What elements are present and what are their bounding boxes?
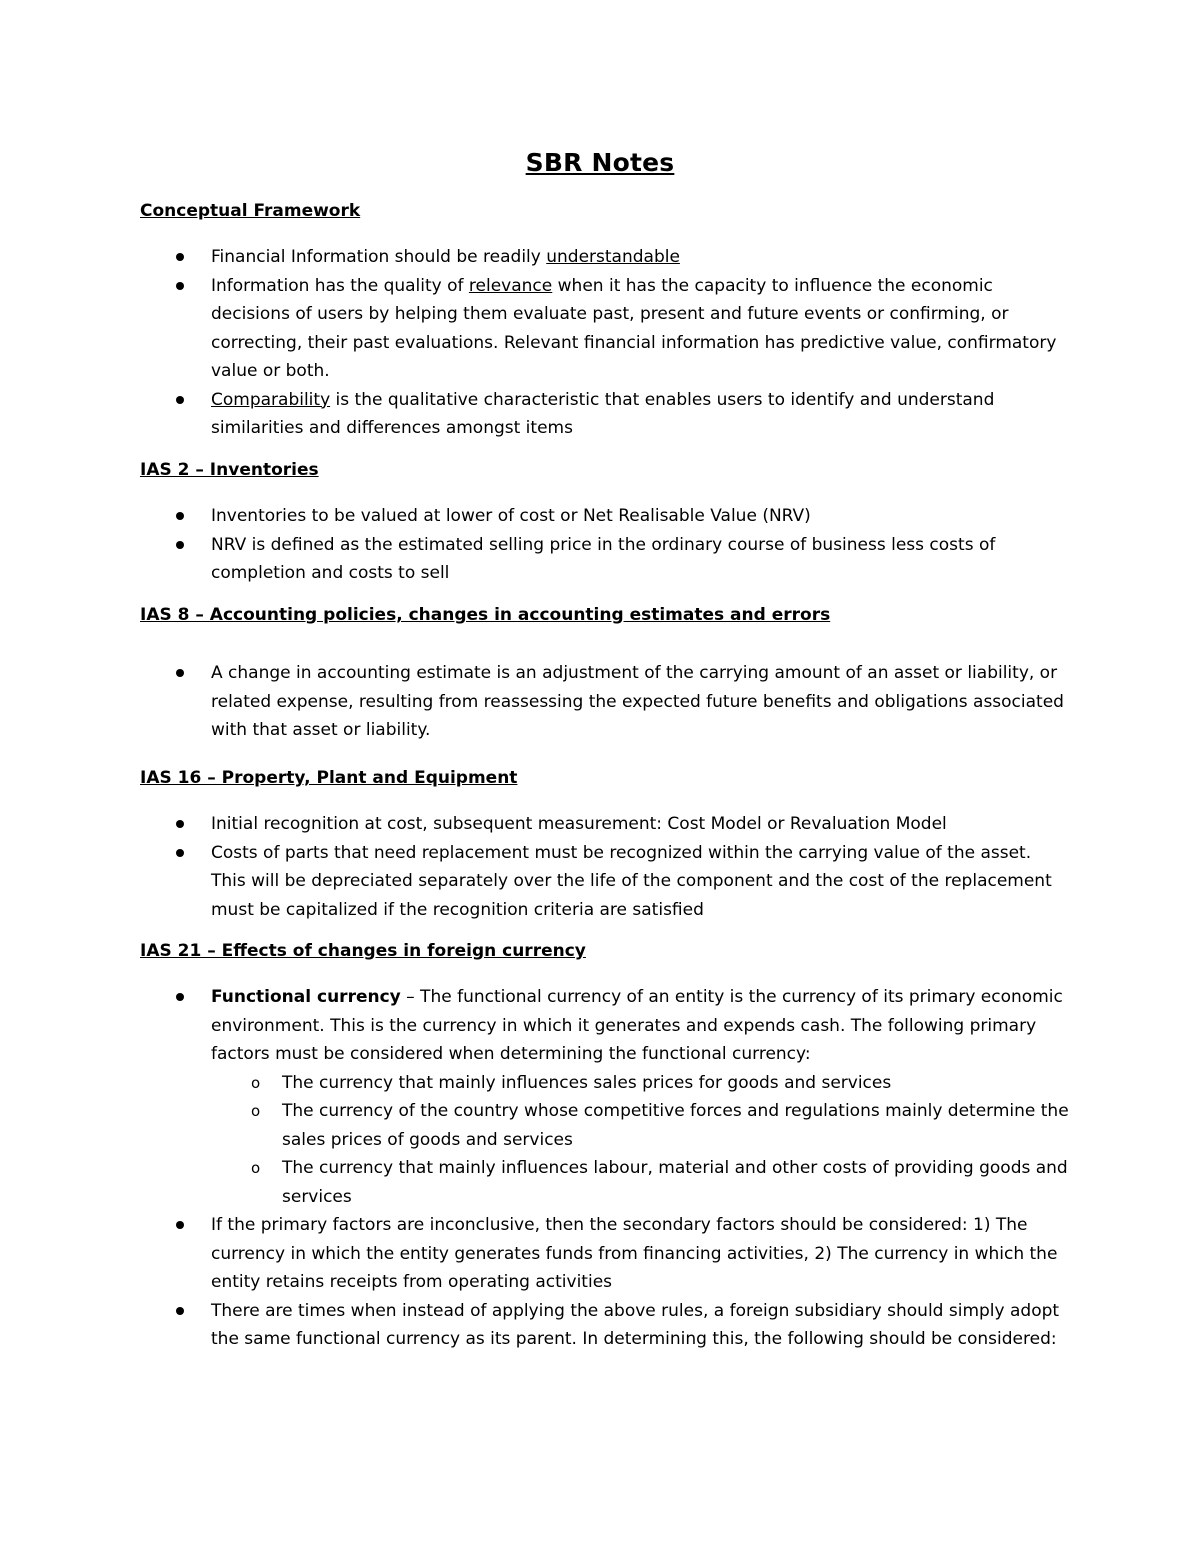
bullet-list-ias-16 (140, 810, 1070, 924)
list-item: Functional currency – The functional currency of an entity is the currency of its primary economic environment. This is the currency in which it generates and expends cash. The following primary factors must be considered when determining the functional currency: o The currency that mainly influences sales prices for goods and services o The currency of the country whose competitive forces and regulations mainly determine the sales prices of goods and services o The currency that mainly influences labour, material and other costs of providing goods and services (140, 983, 1070, 1211)
sub-list-item: o The currency of the country whose competitive forces and regulations mainly determine the sales prices of goods and services (211, 1097, 1070, 1154)
bullet-list-ias-21 (140, 983, 1070, 1354)
bullet-list-conceptual-framework (140, 243, 1070, 443)
list-item: If the primary factors are inconclusive, then the secondary factors should be considered: 1) The currency in which the entity generates funds from financing activities, 2) The currency in which the entity retains receipts from operating activities (140, 1211, 1070, 1297)
sub-list-item: o The currency that mainly influences sales prices for goods and services (211, 1069, 1070, 1098)
sub-bullet-list (211, 1069, 1070, 1212)
list-item: NRV is defined as the estimated selling price in the ordinary course of business less costs of completion and costs to sell (140, 531, 1070, 588)
bullet-list-ias-8 (140, 659, 1070, 745)
section-heading-ias-16: IAS 16 – Property, Plant and Equipment (140, 768, 518, 788)
section-heading-ias-2: IAS 2 – Inventories (140, 460, 319, 480)
bullet-list-ias-2 (140, 502, 1070, 588)
section-heading-ias-21: IAS 21 – Effects of changes in foreign currency (140, 941, 586, 961)
list-item: There are times when instead of applying the above rules, a foreign subsidiary should simply adopt the same functional currency as its parent. In determining this, the following should be considered: (140, 1297, 1070, 1354)
sub-list-item: o The currency that mainly influences labour, material and other costs of providing goods and services (211, 1154, 1070, 1211)
list-item: Initial recognition at cost, subsequent measurement: Cost Model or Revaluation Model (140, 810, 1070, 839)
section-heading-ias-8: IAS 8 – Accounting policies, changes in accounting estimates and errors (140, 605, 831, 625)
section-heading-conceptual-framework: Conceptual Framework (140, 201, 361, 221)
list-item: Comparability is the qualitative characteristic that enables users to identify and understand similarities and differences amongst items (140, 386, 1070, 443)
list-item: Financial Information should be readily understandable (140, 243, 1070, 272)
list-item: Information has the quality of relevance when it has the capacity to influence the economic decisions of users by helping them evaluate past, present and future events or confirming, or correcting, their past evaluations. Relevant financial information has predictive value, confirmatory value or both. (140, 272, 1070, 386)
list-item: A change in accounting estimate is an adjustment of the carrying amount of an asset or liability, or related expense, resulting from reassessing the expected future benefits and obligations associated with that asset or liability. (140, 659, 1070, 745)
list-item: Costs of parts that need replacement must be recognized within the carrying value of the asset. This will be depreciated separately over the life of the component and the cost of the replacement must be capitalized if the recognition criteria are satisfied (140, 839, 1070, 925)
page-title: SBR Notes (525, 148, 675, 177)
list-item: Inventories to be valued at lower of cost or Net Realisable Value (NRV) (140, 502, 1070, 531)
